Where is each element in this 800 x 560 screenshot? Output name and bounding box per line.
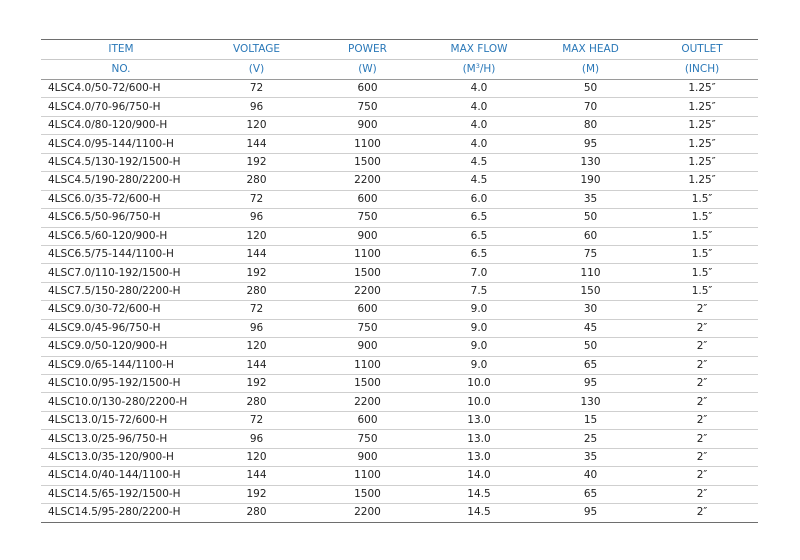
cell-max-head: 65 <box>535 485 646 503</box>
table-row <box>41 393 758 411</box>
cell-outlet: 2″ <box>646 467 758 485</box>
cell-model: 4LSC9.0/65-144/1100-H <box>41 356 201 374</box>
header-row-units <box>41 60 758 80</box>
unit-flow-prefix: (M <box>462 63 476 75</box>
table-row <box>41 411 758 429</box>
cell-power: 600 <box>312 80 423 98</box>
unit-max-head: (M) <box>535 60 646 80</box>
cell-power: 750 <box>312 319 423 337</box>
cell-power: 1500 <box>312 375 423 393</box>
table-row <box>41 485 758 503</box>
cell-model: 4LSC4.0/95-144/1100-H <box>41 135 201 153</box>
cell-voltage: 144 <box>201 135 312 153</box>
cell-max-head: 40 <box>535 467 646 485</box>
cell-outlet: 1.25″ <box>646 153 758 171</box>
cell-voltage: 192 <box>201 375 312 393</box>
table-row <box>41 430 758 448</box>
cell-outlet: 2″ <box>646 338 758 356</box>
cell-voltage: 96 <box>201 430 312 448</box>
cell-model: 4LSC6.0/35-72/600-H <box>41 190 201 208</box>
cell-max-flow: 14.5 <box>423 485 535 503</box>
table-row <box>41 356 758 374</box>
cell-model: 4LSC6.5/50-96/750-H <box>41 209 201 227</box>
table-row <box>41 338 758 356</box>
cell-max-flow: 14.0 <box>423 467 535 485</box>
cell-max-flow: 4.0 <box>423 80 535 98</box>
table-row <box>41 98 758 116</box>
cell-model: 4LSC13.0/25-96/750-H <box>41 430 201 448</box>
cell-outlet: 1.5″ <box>646 264 758 282</box>
cell-voltage: 144 <box>201 356 312 374</box>
header-max-head: MAX HEAD <box>535 40 646 60</box>
cell-power: 1100 <box>312 467 423 485</box>
cell-max-flow: 4.5 <box>423 172 535 190</box>
cell-max-head: 65 <box>535 356 646 374</box>
cell-power: 1100 <box>312 135 423 153</box>
cell-voltage: 280 <box>201 172 312 190</box>
cell-max-flow: 9.0 <box>423 301 535 319</box>
cell-max-flow: 13.0 <box>423 430 535 448</box>
cell-model: 4LSC14.5/65-192/1500-H <box>41 485 201 503</box>
cell-model: 4LSC9.0/30-72/600-H <box>41 301 201 319</box>
unit-outlet: (INCH) <box>646 60 758 80</box>
cell-max-head: 45 <box>535 319 646 337</box>
cell-power: 900 <box>312 338 423 356</box>
cell-voltage: 96 <box>201 98 312 116</box>
cell-power: 600 <box>312 411 423 429</box>
cell-power: 2200 <box>312 504 423 522</box>
cell-max-head: 25 <box>535 430 646 448</box>
cell-max-flow: 13.0 <box>423 411 535 429</box>
cell-voltage: 72 <box>201 190 312 208</box>
cell-outlet: 1.25″ <box>646 98 758 116</box>
cell-max-head: 110 <box>535 264 646 282</box>
cell-model: 4LSC10.0/130-280/2200-H <box>41 393 201 411</box>
cell-max-head: 75 <box>535 245 646 263</box>
cell-max-head: 130 <box>535 153 646 171</box>
cell-outlet: 1.5″ <box>646 190 758 208</box>
table-row <box>41 245 758 263</box>
table-row <box>41 172 758 190</box>
table-row <box>41 80 758 98</box>
pump-spec-table <box>41 39 758 523</box>
cell-voltage: 96 <box>201 319 312 337</box>
cell-max-head: 70 <box>535 98 646 116</box>
unit-power: (W) <box>312 60 423 80</box>
cell-voltage: 192 <box>201 264 312 282</box>
cell-voltage: 72 <box>201 411 312 429</box>
cell-outlet: 1.25″ <box>646 135 758 153</box>
table-row <box>41 209 758 227</box>
table-row <box>41 375 758 393</box>
table-row <box>41 504 758 522</box>
cell-model: 4LSC9.0/50-120/900-H <box>41 338 201 356</box>
cell-outlet: 1.5″ <box>646 245 758 263</box>
table-row <box>41 282 758 300</box>
unit-flow-superscript: 3 <box>475 62 480 70</box>
cell-max-head: 190 <box>535 172 646 190</box>
cell-model: 4LSC9.0/45-96/750-H <box>41 319 201 337</box>
cell-max-head: 50 <box>535 209 646 227</box>
cell-max-head: 80 <box>535 116 646 134</box>
cell-power: 900 <box>312 448 423 466</box>
cell-outlet: 2″ <box>646 485 758 503</box>
cell-outlet: 1.25″ <box>646 80 758 98</box>
cell-power: 900 <box>312 227 423 245</box>
cell-model: 4LSC13.0/15-72/600-H <box>41 411 201 429</box>
cell-max-head: 35 <box>535 448 646 466</box>
cell-power: 750 <box>312 430 423 448</box>
cell-voltage: 280 <box>201 393 312 411</box>
cell-model: 4LSC4.5/130-192/1500-H <box>41 153 201 171</box>
cell-voltage: 144 <box>201 245 312 263</box>
cell-max-head: 130 <box>535 393 646 411</box>
cell-voltage: 120 <box>201 116 312 134</box>
cell-power: 1500 <box>312 485 423 503</box>
table-row <box>41 153 758 171</box>
cell-max-flow: 6.5 <box>423 209 535 227</box>
table-row <box>41 301 758 319</box>
cell-max-head: 150 <box>535 282 646 300</box>
cell-power: 1100 <box>312 245 423 263</box>
cell-outlet: 1.5″ <box>646 282 758 300</box>
cell-max-flow: 9.0 <box>423 319 535 337</box>
header-item: ITEM <box>41 40 201 60</box>
header-voltage: VOLTAGE <box>201 40 312 60</box>
cell-max-flow: 4.0 <box>423 98 535 116</box>
header-outlet: OUTLET <box>646 40 758 60</box>
cell-power: 600 <box>312 190 423 208</box>
cell-outlet: 2″ <box>646 411 758 429</box>
cell-outlet: 1.25″ <box>646 116 758 134</box>
cell-power: 600 <box>312 301 423 319</box>
table-row <box>41 264 758 282</box>
table-row <box>41 448 758 466</box>
cell-voltage: 144 <box>201 467 312 485</box>
header-power: POWER <box>312 40 423 60</box>
cell-max-head: 15 <box>535 411 646 429</box>
cell-max-flow: 7.0 <box>423 264 535 282</box>
cell-model: 4LSC4.0/80-120/900-H <box>41 116 201 134</box>
cell-voltage: 280 <box>201 504 312 522</box>
cell-max-head: 50 <box>535 338 646 356</box>
cell-power: 2200 <box>312 282 423 300</box>
cell-model: 4LSC14.0/40-144/1100-H <box>41 467 201 485</box>
cell-voltage: 280 <box>201 282 312 300</box>
cell-voltage: 120 <box>201 227 312 245</box>
cell-max-flow: 9.0 <box>423 356 535 374</box>
unit-flow-suffix: /H) <box>479 63 496 75</box>
cell-power: 900 <box>312 116 423 134</box>
cell-voltage: 192 <box>201 485 312 503</box>
unit-item: NO. <box>41 60 201 80</box>
cell-power: 2200 <box>312 393 423 411</box>
cell-model: 4LSC4.5/190-280/2200-H <box>41 172 201 190</box>
table-row <box>41 190 758 208</box>
cell-model: 4LSC4.0/70-96/750-H <box>41 98 201 116</box>
cell-outlet: 2″ <box>646 393 758 411</box>
cell-outlet: 1.25″ <box>646 172 758 190</box>
cell-model: 4LSC6.5/75-144/1100-H <box>41 245 201 263</box>
cell-max-head: 95 <box>535 375 646 393</box>
cell-voltage: 96 <box>201 209 312 227</box>
cell-model: 4LSC7.0/110-192/1500-H <box>41 264 201 282</box>
cell-voltage: 120 <box>201 448 312 466</box>
cell-power: 2200 <box>312 172 423 190</box>
cell-max-head: 60 <box>535 227 646 245</box>
cell-outlet: 2″ <box>646 448 758 466</box>
cell-model: 4LSC13.0/35-120/900-H <box>41 448 201 466</box>
cell-model: 4LSC10.0/95-192/1500-H <box>41 375 201 393</box>
table-row <box>41 116 758 134</box>
cell-max-head: 95 <box>535 135 646 153</box>
cell-voltage: 120 <box>201 338 312 356</box>
cell-max-flow: 9.0 <box>423 338 535 356</box>
cell-voltage: 72 <box>201 301 312 319</box>
cell-max-flow: 6.5 <box>423 245 535 263</box>
cell-outlet: 2″ <box>646 504 758 522</box>
cell-max-flow: 13.0 <box>423 448 535 466</box>
cell-outlet: 2″ <box>646 356 758 374</box>
cell-outlet: 2″ <box>646 301 758 319</box>
cell-outlet: 1.5″ <box>646 209 758 227</box>
table-row <box>41 135 758 153</box>
cell-outlet: 2″ <box>646 375 758 393</box>
cell-max-flow: 14.5 <box>423 504 535 522</box>
cell-max-flow: 4.0 <box>423 116 535 134</box>
cell-model: 4LSC6.5/60-120/900-H <box>41 227 201 245</box>
cell-max-head: 35 <box>535 190 646 208</box>
table-header <box>41 40 758 80</box>
cell-voltage: 192 <box>201 153 312 171</box>
cell-max-flow: 6.5 <box>423 227 535 245</box>
cell-max-flow: 4.5 <box>423 153 535 171</box>
cell-power: 750 <box>312 98 423 116</box>
table-row <box>41 467 758 485</box>
unit-max-flow <box>423 60 535 80</box>
cell-max-flow: 4.0 <box>423 135 535 153</box>
cell-outlet: 2″ <box>646 430 758 448</box>
cell-power: 1500 <box>312 153 423 171</box>
cell-outlet: 1.5″ <box>646 227 758 245</box>
cell-voltage: 72 <box>201 80 312 98</box>
cell-model: 4LSC14.5/95-280/2200-H <box>41 504 201 522</box>
cell-max-flow: 10.0 <box>423 375 535 393</box>
cell-max-head: 30 <box>535 301 646 319</box>
table-row <box>41 227 758 245</box>
cell-outlet: 2″ <box>646 319 758 337</box>
cell-max-head: 95 <box>535 504 646 522</box>
cell-power: 1500 <box>312 264 423 282</box>
cell-max-flow: 7.5 <box>423 282 535 300</box>
cell-max-flow: 10.0 <box>423 393 535 411</box>
cell-power: 1100 <box>312 356 423 374</box>
cell-max-head: 50 <box>535 80 646 98</box>
cell-max-flow: 6.0 <box>423 190 535 208</box>
table-body <box>41 80 758 523</box>
header-row-titles <box>41 40 758 60</box>
header-max-flow: MAX FLOW <box>423 40 535 60</box>
table-row <box>41 319 758 337</box>
cell-model: 4LSC4.0/50-72/600-H <box>41 80 201 98</box>
cell-power: 750 <box>312 209 423 227</box>
unit-voltage: (V) <box>201 60 312 80</box>
cell-model: 4LSC7.5/150-280/2200-H <box>41 282 201 300</box>
